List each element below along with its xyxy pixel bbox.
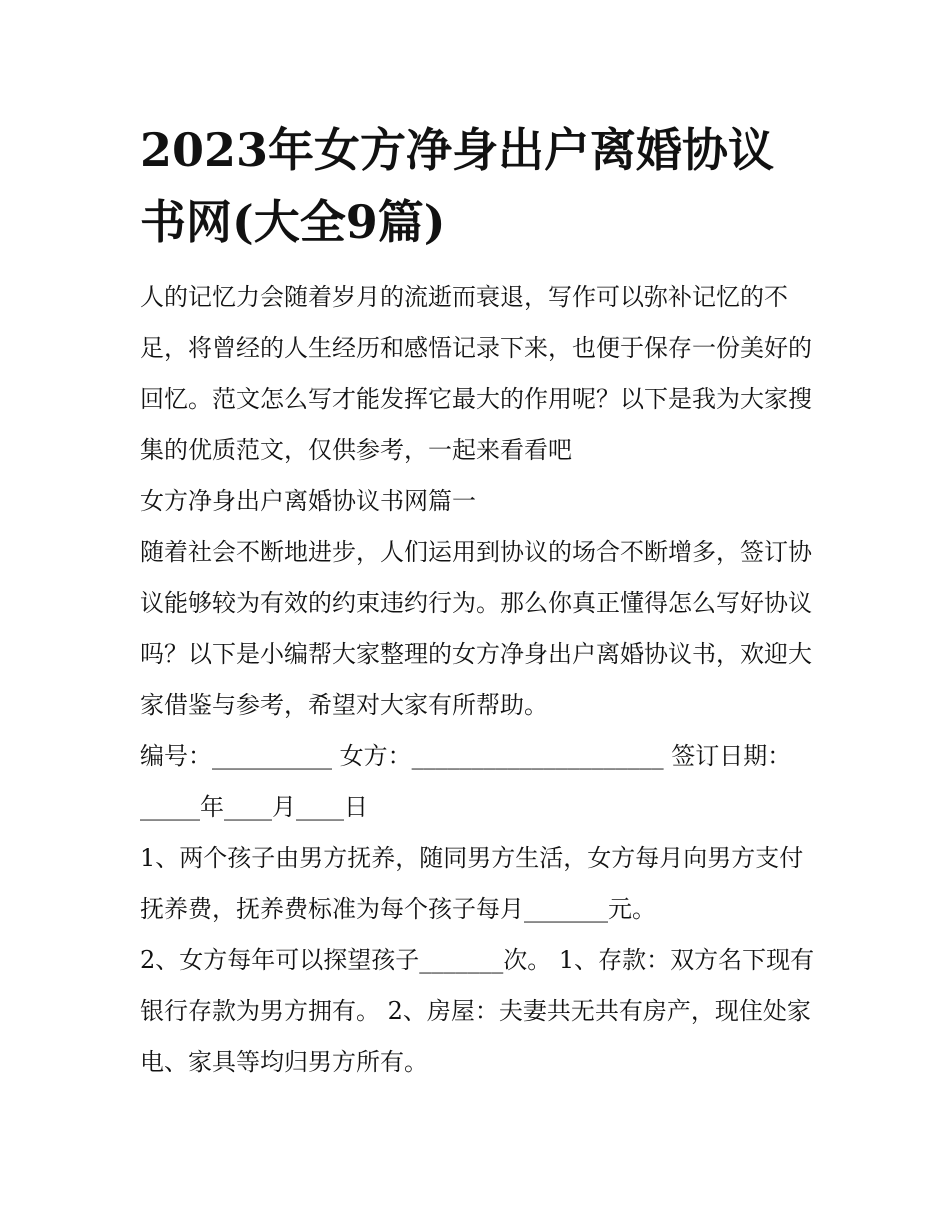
clause-1-paragraph: 1、两个孩子由男方抚养，随同男方生活，女方每月向男方支付抚养费，抚养费标准为每个孩子每月_______元。: [140, 844, 804, 923]
agreement-header-fields: 编号：__________ 女方：_____________________ 签订日期：_____年____月____日: [140, 742, 792, 821]
document-title: 2023年女方净身出户离婚协议书网(大全9篇): [140, 123, 775, 249]
section-heading: 女方净身出户离婚协议书网篇一: [140, 487, 476, 515]
agreement-intro-paragraph: 随着社会不断地进步，人们运用到协议的场合不断增多，签订协议能够较为有效的约束违约行为。那么你真正懂得怎么写好协议吗？以下是小编帮大家整理的女方净身出户离婚协议书，欢迎大家借鉴与参考，希望对大家有所帮助。: [140, 538, 812, 719]
clause-2-paragraph: 2、女方每年可以探望孩子_______次。 1、存款：双方名下现有银行存款为男方拥有。 2、房屋：夫妻共无共有房产，现住处家电、家具等均归男方所有。: [140, 946, 815, 1076]
intro-paragraph: 人的记忆力会随着岁月的流逝而衰退，写作可以弥补记忆的不足，将曾经的人生经历和感悟记录下来，也便于保存一份美好的回忆。范文怎么写才能发挥它最大的作用呢？以下是我为大家搜集的优质范文，仅供参考，一起来看看吧: [140, 283, 812, 464]
document-body: [140, 272, 820, 1088]
